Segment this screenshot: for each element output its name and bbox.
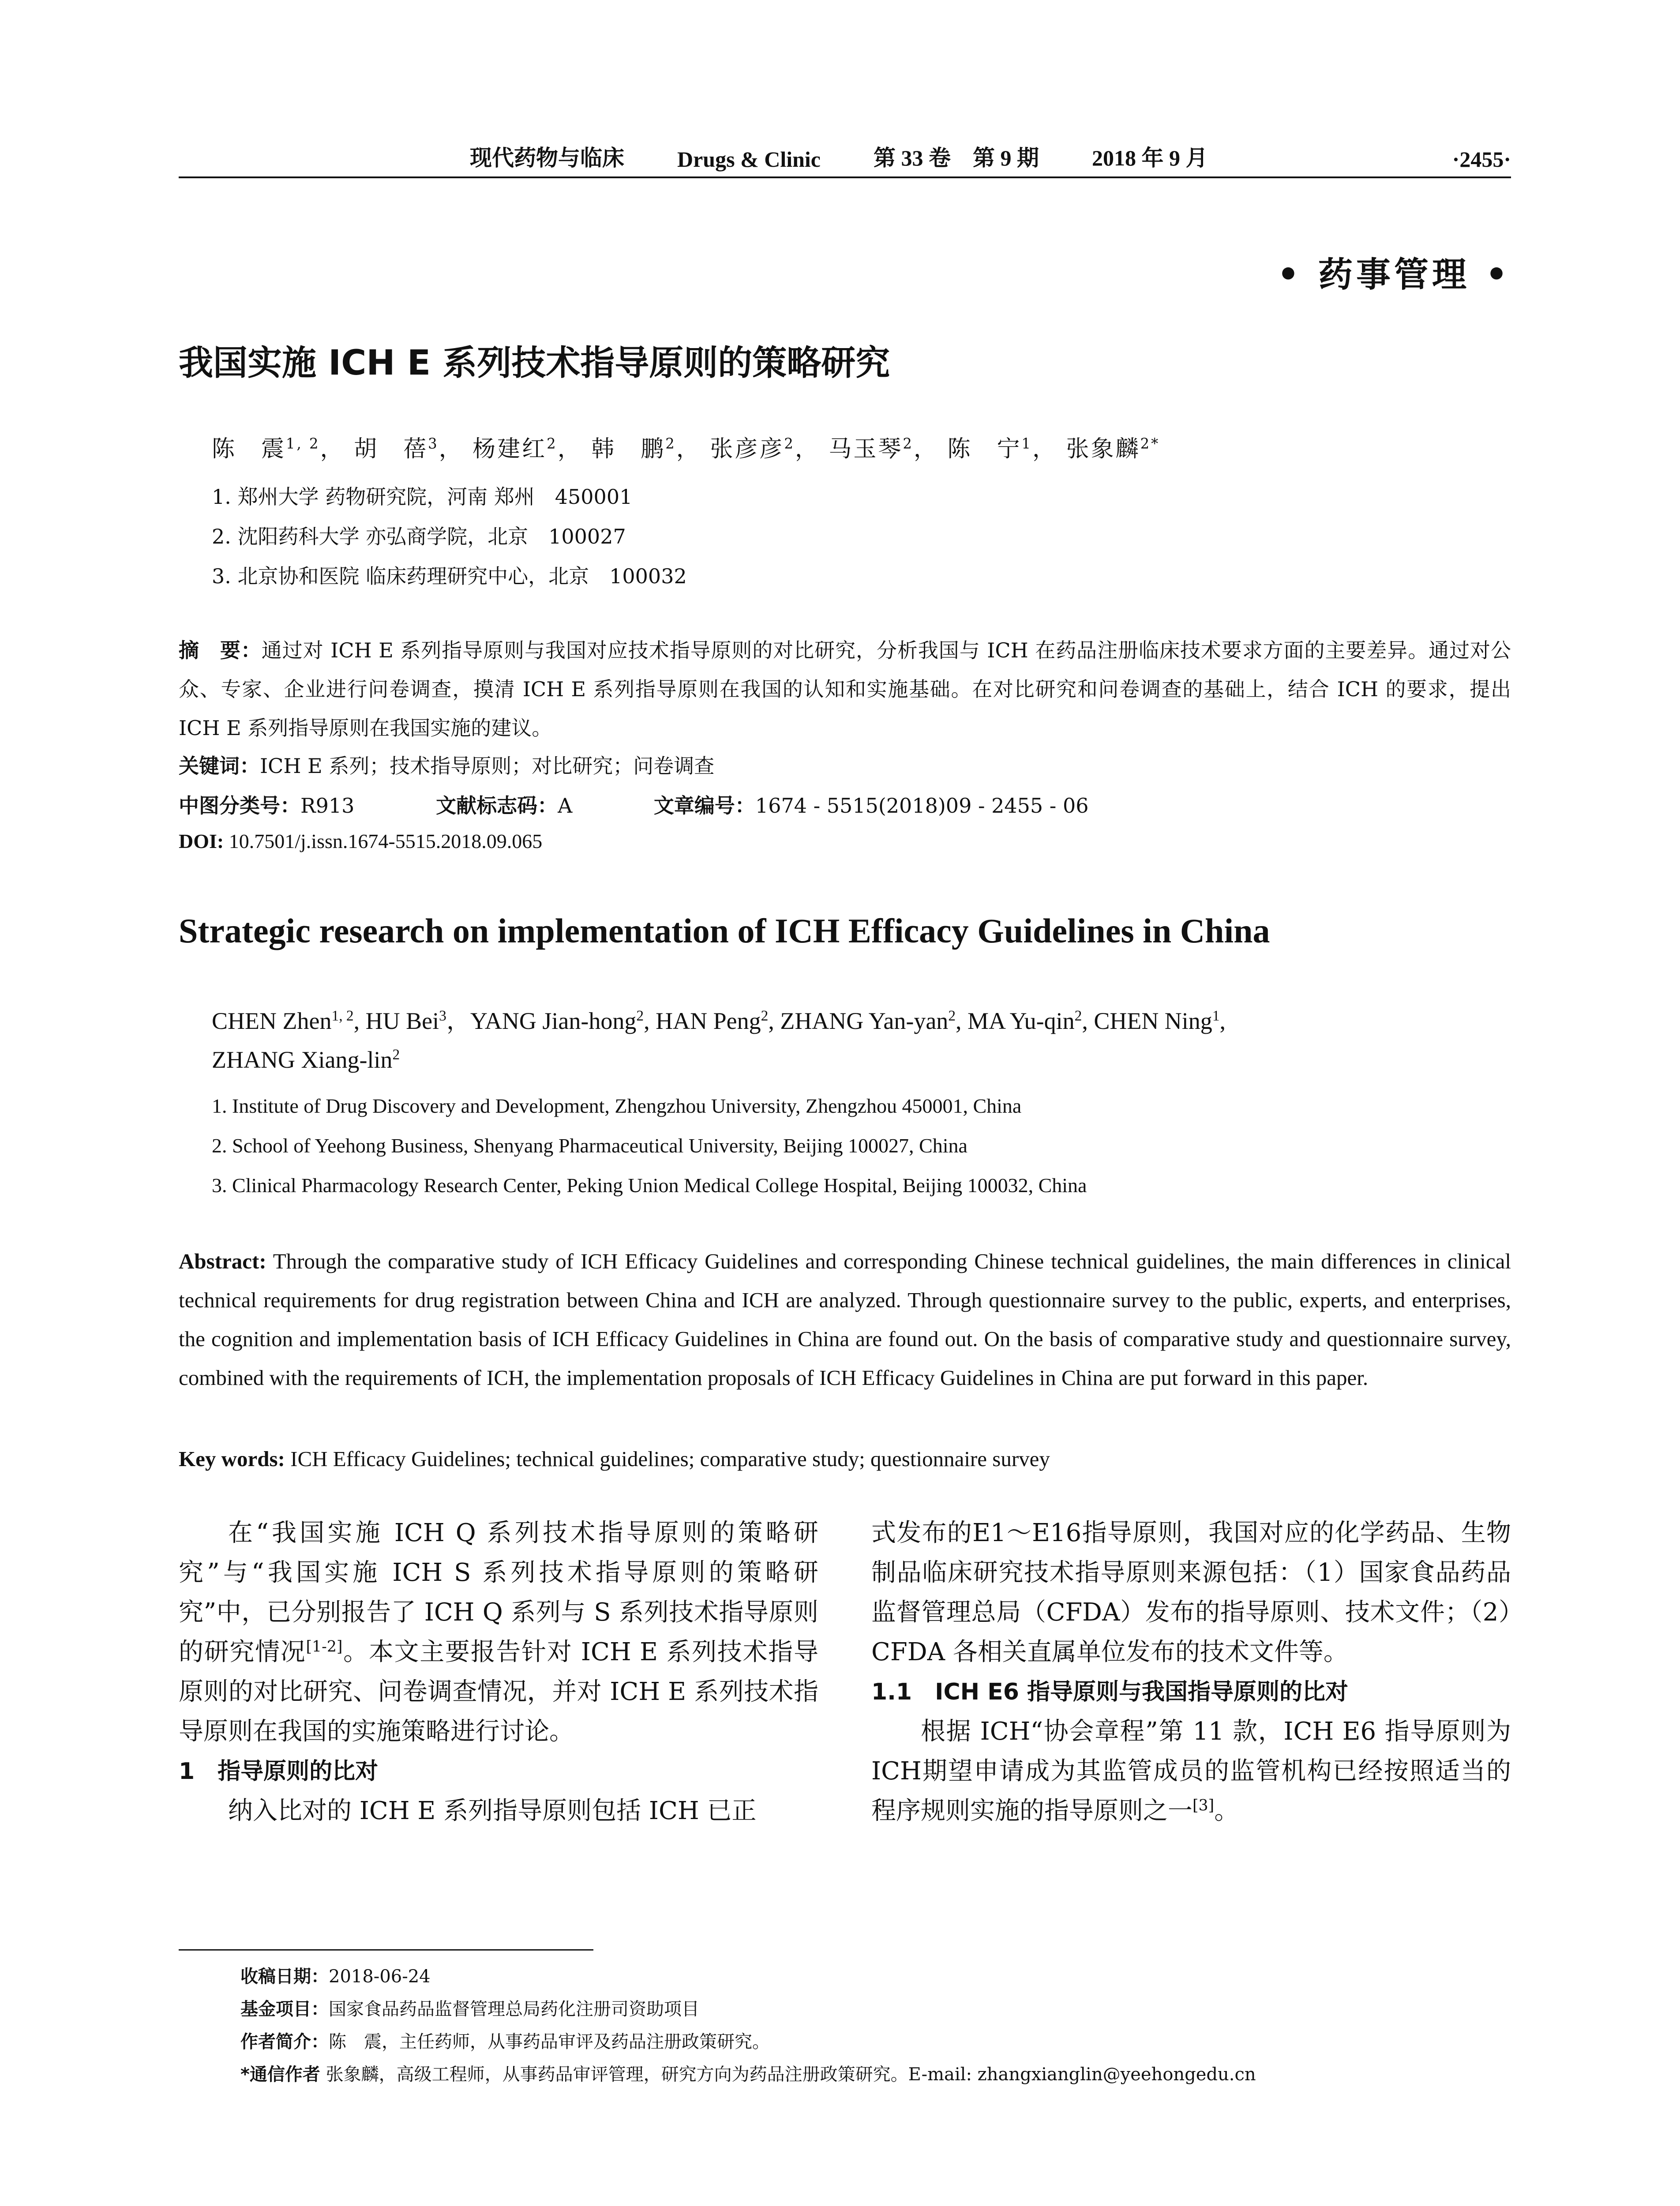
affiliation-en: 2. School of Yeehong Business, Shenyang Pharmaceutical University, Beijing 100027, China	[212, 1134, 968, 1157]
author-en: HU Bei$^3$，	[365, 1008, 470, 1034]
body-column-left	[179, 1513, 818, 1831]
footnotes	[240, 1960, 1256, 2091]
keywords-cn-text: ICH E 系列；技术指导原则；对比研究；问卷调查	[260, 754, 715, 778]
volume-issue: 第 33 卷 第 9 期	[874, 146, 1039, 170]
section-heading: 1 指导原则的比对	[179, 1758, 379, 1785]
author-cn: 张象麟$^{2*}$	[1066, 435, 1160, 462]
title-en: Strategic research on implementation of ICH Efficacy Guidelines in China	[179, 912, 1270, 950]
body-column-right	[871, 1513, 1511, 1831]
authors-cn	[212, 430, 1160, 463]
author-en: ZHANG Xiang-lin$^2$	[212, 1047, 400, 1073]
author-cn: 杨建红$^2$，	[472, 435, 582, 462]
body-paragraph: 在“我国实施 ICH Q 系列技术指导原则的策略研究”与“我国实施 ICH S 系列技术指导原则的策略研究”中，已分别报告了 ICH Q 系列与 S 系列技术指导原则的研究情况[1-2]。本文主要报告针对 ICH E 系列技术指导原则的对比研究、问卷调查情况，并对 ICH E 系列技术指导原则在我国的实施策略进行讨论。	[179, 1519, 819, 1746]
keywords-cn	[179, 750, 714, 779]
issue-date: 2018 年 9 月	[1092, 146, 1208, 170]
abstract-cn	[179, 631, 1511, 747]
classification-line	[179, 790, 1089, 819]
author-cn: 陈 震$^{1, 2}$，	[212, 435, 345, 462]
body-paragraph: 纳入比对的 ICH E 系列指导原则包括 ICH 已正	[228, 1797, 757, 1825]
author-en: ZHANG Yan-yan$^2$,	[780, 1008, 968, 1034]
doi-label: DOI:	[179, 830, 224, 852]
doi-value: 10.7501/j.issn.1674-5515.2018.09.065	[229, 830, 543, 852]
affiliation-en: 1. Institute of Drug Discovery and Development, Zhengzhou University, Zhengzhou 450001, China	[212, 1095, 1022, 1117]
author-cn: 韩 鹏$^2$，	[591, 435, 701, 462]
doi-line	[179, 829, 542, 853]
page-number: ·2455·	[1452, 147, 1511, 172]
body-paragraph: 根据 ICH“协会章程”第 11 款，ICH E6 指导原则为ICH期望申请成为其监管成员的监管机构已经按照适当的程序规则实施的指导原则之一[3]。	[871, 1717, 1511, 1825]
doc-code-label: 文献标志码：	[436, 794, 558, 818]
citation: [1-2]	[306, 1638, 343, 1656]
abstract-en-text: Through the comparative study of ICH Efficacy Guidelines and corresponding Chinese technical guidelines, the main differences in clinical technical requirements for drug registration between China and ICH are analyzed. Through questionnaire survey to the public, experts, and enterprises, the cognition and implementation basis of ICH Efficacy Guidelines in China are found out. On the basis of comparative study and questionnaire survey, combined with the requirements of ICH, the implementation proposals of ICH Efficacy Guidelines in China are put forward in this paper.	[179, 1249, 1511, 1390]
body-paragraph: 式发布的E1～E16指导原则，我国对应的化学药品、生物制品临床研究技术指导原则来源包括：（1）国家食品药品监督管理总局（CFDA）发布的指导原则、技术文件；（2）CFDA 各相关直属单位发布的技术文件等。	[871, 1519, 1511, 1666]
clc-label: 中图分类号：	[179, 794, 300, 818]
footnote-rule	[179, 1949, 593, 1951]
header-rule	[179, 176, 1511, 178]
article-number: 1674 - 5515(2018)09 - 2455 - 06	[755, 794, 1089, 818]
abstract-cn-label: 摘 要：	[179, 638, 262, 662]
footnote: 基金项目：国家食品药品监督管理总局药化注册司资助项目	[240, 1999, 699, 2019]
footnote: 收稿日期：2018-06-24	[240, 1966, 431, 1987]
doc-code: A	[558, 794, 573, 818]
author-cn: 马玉琴$^2$，	[829, 435, 938, 462]
author-cn: 陈 宁$^1$，	[947, 435, 1058, 462]
author-en: CHEN Zhen$^{1, 2}$,	[212, 1008, 366, 1034]
authors-en-line	[212, 1002, 1513, 1040]
keywords-en-label: Key words:	[179, 1447, 285, 1471]
journal-name-cn: 现代药物与临床	[470, 146, 624, 170]
affiliation-cn: 1. 郑州大学 药物研究院，河南 郑州 450001	[212, 485, 633, 509]
author-en: CHEN Ning$^1$,	[1094, 1008, 1226, 1034]
section-label: • 药事管理 •	[1277, 255, 1511, 295]
keywords-en	[179, 1446, 1050, 1471]
author-en: HAN Peng$^2$,	[656, 1008, 780, 1034]
affiliation-cn: 3. 北京协和医院 临床药理研究中心，北京 100032	[212, 564, 687, 588]
abstract-en	[179, 1242, 1511, 1397]
journal-name-en: Drugs & Clinic	[677, 147, 821, 172]
author-en: MA Yu-qin$^2$,	[968, 1008, 1094, 1034]
citation: [3]	[1192, 1797, 1215, 1815]
keywords-cn-label: 关键词：	[179, 754, 260, 778]
abstract-en-label: Abstract:	[179, 1249, 266, 1273]
affiliation-cn: 2. 沈阳药科大学 亦弘商学院，北京 100027	[212, 525, 626, 548]
author-cn: 胡 蓓$^3$，	[354, 435, 464, 462]
author-en: YANG Jian-hong$^2$,	[470, 1008, 656, 1034]
authors-en	[212, 1002, 1513, 1079]
clc-code: R913	[300, 794, 355, 818]
article-number-label: 文章编号：	[653, 794, 755, 818]
keywords-en-text: ICH Efficacy Guidelines; technical guidelines; comparative study; questionnaire survey	[290, 1447, 1050, 1471]
footnote: 作者简介：陈 震，主任药师，从事药品审评及药品注册政策研究。	[240, 2032, 770, 2052]
authors-en-line	[212, 1040, 1513, 1079]
running-header	[179, 140, 1511, 172]
author-cn: 张彦彦$^2$，	[710, 435, 820, 462]
title-cn: 我国实施 ICH E 系列技术指导原则的策略研究	[179, 343, 890, 383]
abstract-cn-text: 通过对 ICH E 系列指导原则与我国对应技术指导原则的对比研究，分析我国与 ICH 在药品注册临床技术要求方面的主要差异。通过对公众、专家、企业进行问卷调查，摸清 ICH E 系列指导原则在我国的认知和实施基础。在对比研究和问卷调查的基础上，结合 ICH 的要求，提出 ICH E 系列指导原则在我国实施的建议。	[179, 638, 1511, 740]
subsection-heading: 1.1 ICH E6 指导原则与我国指导原则的比对	[871, 1679, 1349, 1705]
footnote: *通信作者 张象麟，高级工程师，从事药品审评管理，研究方向为药品注册政策研究。E-mail: zhangxianglin@yeehongedu.cn	[240, 2064, 1256, 2085]
affiliation-en: 3. Clinical Pharmacology Research Center, Peking Union Medical College Hospital, Beijing 100032, China	[212, 1174, 1087, 1197]
